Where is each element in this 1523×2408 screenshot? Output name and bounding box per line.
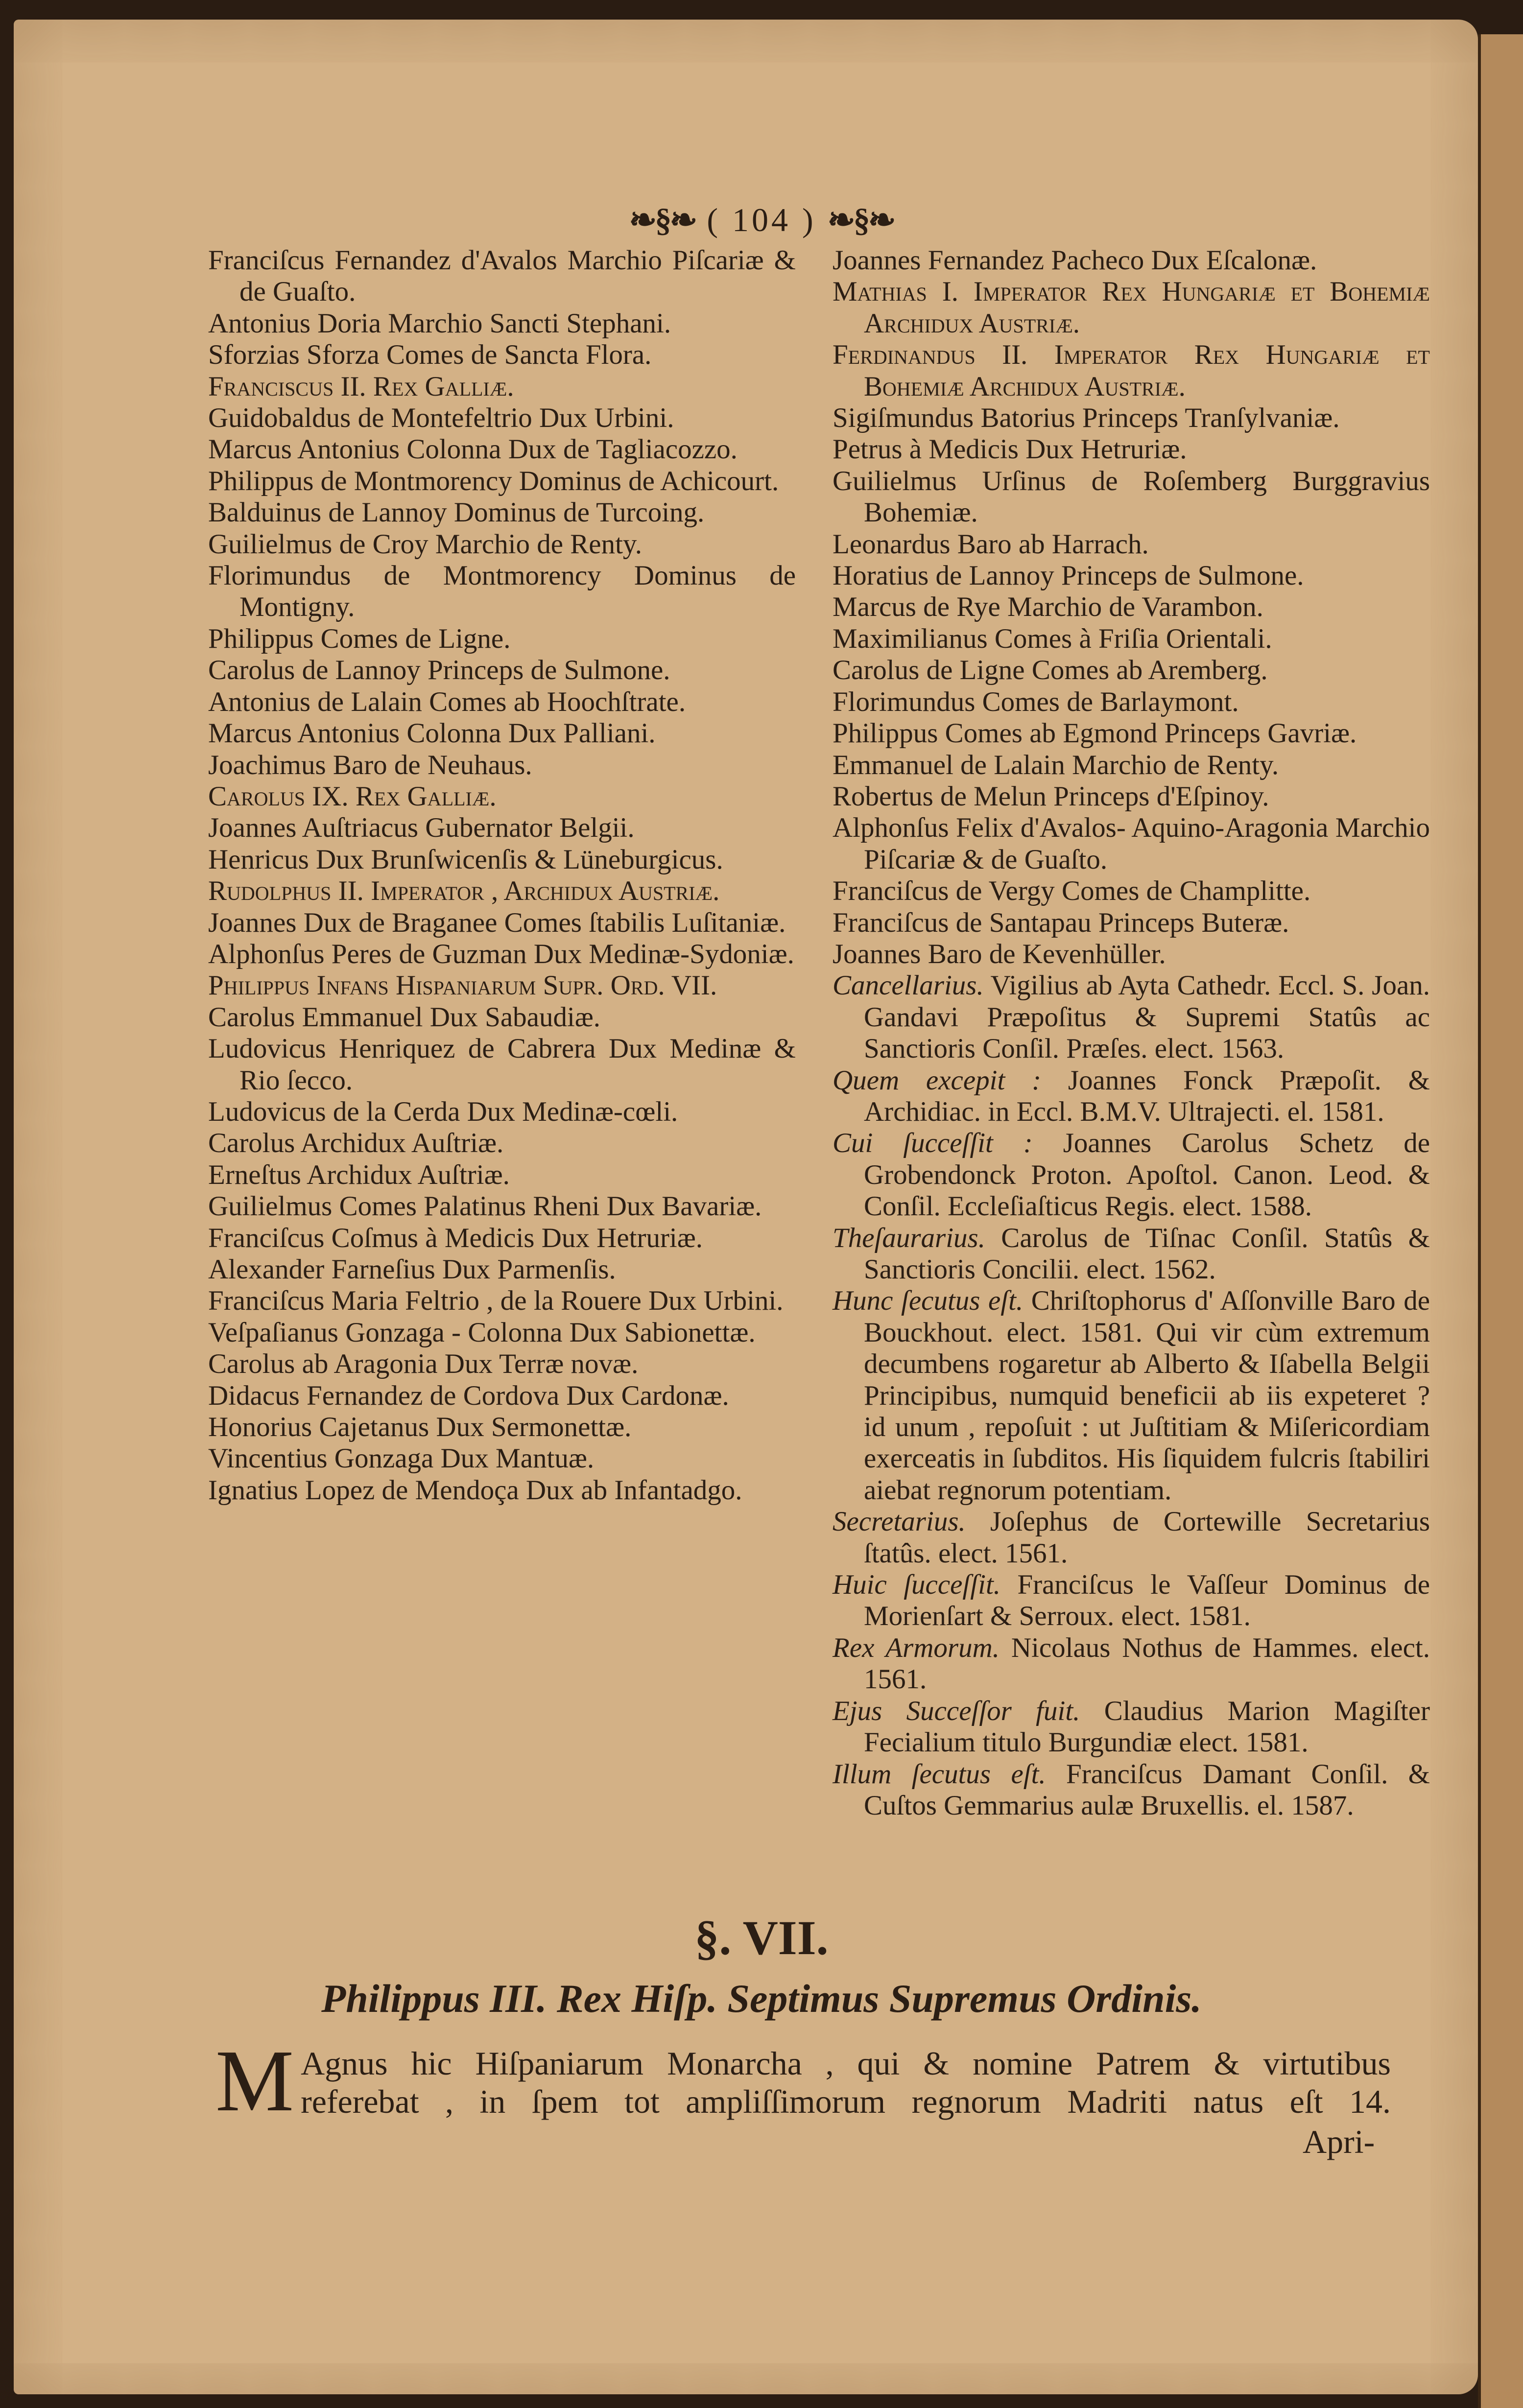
list-entry [833,1632,1430,1696]
entry-text: Ignatius Lopez de Mendoça Dux ab Infantadgo. [208,1474,742,1506]
list-entry [833,655,1430,686]
entry-text: Marcus Antonius Colonna Dux de Tagliacozzo. [208,434,738,465]
entry-text: Carolus Archidux Auſtriæ. [208,1128,504,1159]
list-entry [208,1317,796,1348]
header-ornament-left: ❧§❧ [629,201,696,238]
entry-text: Joannes Dux de Braganee Comes ſtabilis Luſitaniæ. [208,907,786,938]
entry-text: Antonius Doria Marchio Sancti Stephani. [208,307,671,339]
list-entry [208,1191,796,1222]
office-label: Rex Armorum. [833,1632,999,1663]
list-entry [208,875,796,907]
list-entry [208,939,796,970]
entry-text: Chriſtophorus d' Aſſonville Baro de Bouckhout. elect. 1581. Qui vir cùm extremum decumbens rogaretur ab Alberto & Iſabella Belgii Principibus, numquid beneficii ab iis expeteret ? id unum , repoſuit : ut Juſtitiam & Miſericordiam exerceatis in ſubditos. His ſiquidem fulcris ſtabiliri aiebat regnorum potentiam. [864,1285,1430,1506]
list-entry [833,1759,1430,1822]
entry-text: Alphonſus Felix d'Avalos- Aquino-Aragonia Marchio Piſcariæ & de Guaſto. [833,812,1430,875]
section-title: Philippus III. Rex Hiſp. Septimus Supremus Ordinis. [321,1976,1202,2021]
body-paragraph [215,2032,1391,2129]
list-entry [208,655,796,686]
entry-text: Philippus Comes de Ligne. [208,623,511,654]
list-entry [833,1569,1430,1632]
entry-text: Carolus de Ligne Comes ab Aremberg. [833,655,1268,686]
list-entry [833,1506,1430,1569]
list-entry [833,1285,1430,1506]
office-label: Secretarius. [833,1506,966,1537]
entry-text: Horatius de Lannoy Princeps de Sulmone. [833,560,1304,591]
list-entry [208,245,796,308]
list-entry [208,970,796,1001]
entry-text: Joannes Fonck Præpoſit. & Archidiac. in Eccl. B.M.V. Ultrajecti. el. 1581. [864,1064,1430,1127]
list-entry [208,1380,796,1412]
drop-cap: M [215,2032,294,2129]
left-column [208,245,796,1506]
entry-text: Carolus de Tiſnac Conſil. Statûs & Sanctioris Concilii. elect. 1562. [864,1222,1430,1285]
list-entry [833,970,1430,1064]
entry-text: Alphonſus Peres de Guzman Dux Medinæ-Sydoniæ. [208,938,794,969]
body-line: Agnus hic Hiſpaniarum Monarcha , qui & nomine Patrem & virtutibus [301,2045,1391,2082]
entry-text: Erneſtus Archidux Auſtriæ. [208,1159,510,1190]
section-number: §. VII. [694,1911,829,1965]
list-entry [208,1033,796,1096]
list-entry [208,812,796,844]
list-entry [208,781,796,812]
entry-text: Franciscus II. Rex Galliæ. [208,371,514,402]
entry-text: Franciſcus Coſmus à Medicis Dux Hetruriæ. [208,1222,703,1253]
list-entry [208,1159,796,1191]
list-entry [208,434,796,465]
list-entry [208,402,796,434]
list-entry [208,1128,796,1159]
entry-text: Florimundus Comes de Barlaymont. [833,686,1239,717]
list-entry [833,466,1430,529]
entry-text: Franciſcus de Santapau Princeps Buteræ. [833,907,1289,938]
catchword: Apri- [1303,2123,1375,2160]
entry-text: Sigiſmundus Batorius Princeps Tranſylvaniæ. [833,402,1340,434]
list-entry [833,591,1430,623]
list-entry [833,434,1430,465]
page-header [0,201,1523,239]
entry-text: Franciſcus le Vaſſeur Dominus de Morienſart & Serroux. elect. 1581. [864,1569,1430,1632]
entry-text: Ferdinandus II. Imperator Rex Hungariæ et Bohemiæ Archidux Austriæ. [833,339,1430,402]
adjacent-page-edge [1478,34,1523,2408]
entry-text: Joannes Auſtriacus Gubernator Belgii. [208,812,635,844]
list-entry [833,245,1430,276]
list-entry [208,339,796,371]
list-entry [208,1285,796,1317]
entry-text: Antonius de Lalain Comes ab Hoochſtrate. [208,686,686,717]
list-entry [208,1002,796,1033]
list-entry [208,844,796,875]
office-label: Quem excepit : [833,1064,1042,1096]
list-entry [833,1223,1430,1286]
entry-text: Nicolaus Nothus de Hammes. elect. 1561. [864,1632,1430,1695]
entry-text: Guilielmus Urſinus de Roſemberg Burggravius Bohemiæ. [833,465,1430,528]
entry-text: Franciſcus Fernandez d'Avalos Marchio Piſcariæ & de Guaſto. [208,245,796,307]
entry-text: Joachimus Baro de Neuhaus. [208,749,532,780]
list-entry [208,686,796,718]
office-label: Ejus Succeſſor fuit. [833,1695,1080,1726]
entry-text: Franciſcus de Vergy Comes de Champlitte. [833,875,1311,907]
list-entry [833,1128,1430,1222]
entry-text: Alexander Farneſius Dux Parmenſis. [208,1254,616,1285]
entry-text: Sforzias Sforza Comes de Sancta Flora. [208,339,652,371]
entry-text: Marcus Antonius Colonna Dux Palliani. [208,718,656,749]
entry-text: Carolus Emmanuel Dux Sabaudiæ. [208,1001,601,1033]
list-entry [833,339,1430,402]
entry-text: Ludovicus de la Cerda Dux Medinæ-cœli. [208,1096,678,1127]
entry-text: Leonardus Baro ab Harrach. [833,528,1149,560]
list-entry [833,623,1430,655]
list-entry [208,371,796,402]
list-entry [833,276,1430,339]
entry-text: Florimundus de Montmorency Dominus de Montigny. [208,560,796,623]
list-entry [833,907,1430,939]
entry-text: Robertus de Melun Princeps d'Eſpinoy. [833,780,1269,812]
list-entry [833,875,1430,907]
list-entry [208,466,796,497]
entry-text: Philippus de Montmorency Dominus de Achicourt. [208,465,779,496]
list-entry [208,718,796,749]
list-entry [208,1096,796,1128]
office-label: Hunc ſecutus eſt. [833,1285,1023,1317]
entry-text: Franciſcus Maria Feltrio , de la Rouere Dux Urbini. [208,1285,784,1317]
entry-text: Guilielmus Comes Palatinus Rheni Dux Bavariæ. [208,1191,762,1222]
list-entry [833,686,1430,718]
list-entry [208,907,796,939]
entry-text: Henricus Dux Brunſwicenſis & Lüneburgicus. [208,844,723,875]
entry-text: Joannes Baro de Kevenhüller. [833,938,1166,969]
entry-text: Guilielmus de Croy Marchio de Renty. [208,528,642,560]
list-entry [208,497,796,528]
list-entry [208,308,796,339]
entry-text: Joſephus de Cortewille Secretarius ſtatûs. elect. 1561. [864,1506,1430,1569]
entry-text: Claudius Marion Magiſter Fecialium titulo Burgundiæ elect. 1581. [864,1695,1430,1758]
entry-text: Carolus IX. Rex Galliæ. [208,780,497,812]
entry-text: Franciſcus Damant Conſil. & Cuſtos Gemmarius aulæ Bruxellis. el. 1587. [864,1758,1430,1821]
list-entry [833,750,1430,781]
entry-text: Maximilianus Comes à Friſia Orientali. [833,623,1272,654]
list-entry [833,1065,1430,1128]
entry-text: Joannes Fernandez Pacheco Dux Eſcalonæ. [833,245,1317,276]
list-entry [833,718,1430,749]
entry-text: Vincentius Gonzaga Dux Mantuæ. [208,1443,595,1474]
body-line: referebat , in ſpem tot ampliſſimorum regnorum Madriti natus eſt 14. [301,2083,1391,2120]
list-entry [208,623,796,655]
list-entry [208,1443,796,1474]
list-entry [208,750,796,781]
list-entry [833,812,1430,875]
list-entry [833,939,1430,970]
list-entry [833,1696,1430,1759]
entry-text: Veſpaſianus Gonzaga - Colonna Dux Sabionettæ. [208,1317,756,1348]
entry-text: Philippus Comes ab Egmond Princeps Gavriæ. [833,718,1357,749]
list-entry [833,560,1430,591]
office-label: Huic ſucceſſit. [833,1569,1001,1601]
entry-text: Marcus de Rye Marchio de Varambon. [833,591,1263,623]
entry-text: Didacus Fernandez de Cordova Dux Cardonæ. [208,1380,729,1411]
entry-text: Rudolphus II. Imperator , Archidux Auſtriæ. [208,875,720,907]
entry-text: Petrus à Medicis Dux Hetruriæ. [833,434,1187,465]
office-label: Illum ſecutus eſt. [833,1758,1046,1790]
right-column [833,245,1430,1821]
list-entry [208,1412,796,1443]
entry-text: Carolus de Lannoy Princeps de Sulmone. [208,655,670,686]
entry-text: Carolus ab Aragonia Dux Terræ novæ. [208,1348,639,1380]
list-entry [833,402,1430,434]
page-number: ( 104 ) [707,201,816,238]
entry-text: Vigilius ab Ayta Cathedr. Eccl. S. Joan. Gandavi Præpoſitus & Supremi Statûs ac Sanctioris Conſil. Præſes. elect. 1563. [864,970,1430,1064]
entry-text: Balduinus de Lannoy Dominus de Turcoing. [208,497,705,528]
entry-text: Guidobaldus de Montefeltrio Dux Urbini. [208,402,674,434]
list-entry [208,529,796,560]
list-entry [208,1348,796,1380]
office-label: Cui ſucceſſit : [833,1128,1033,1159]
entry-text: Mathias I. Imperator Rex Hungariæ et Bohemiæ Archidux Austriæ. [833,276,1430,339]
list-entry [208,1254,796,1285]
entry-text: Ludovicus Henriquez de Cabrera Dux Medinæ & Rio ſecco. [208,1033,796,1096]
list-entry [208,1223,796,1254]
entry-text: Philippus Infans Hispaniarum Supr. Ord. VII. [208,970,717,1001]
list-entry [208,1475,796,1506]
list-entry [833,529,1430,560]
entry-text: Emmanuel de Lalain Marchio de Renty. [833,749,1279,780]
list-entry [833,781,1430,812]
entry-text: Joannes Carolus Schetz de Grobendonck Proton. Apoſtol. Canon. Leod. & Conſil. Eccleſiaſticus Regis. elect. 1588. [864,1128,1430,1222]
office-label: Theſaurarius. [833,1222,985,1253]
header-ornament-right: ❧§❧ [827,201,894,238]
entry-text: Honorius Cajetanus Dux Sermonettæ. [208,1412,632,1443]
list-entry [208,560,796,623]
office-label: Cancellarius. [833,970,984,1001]
